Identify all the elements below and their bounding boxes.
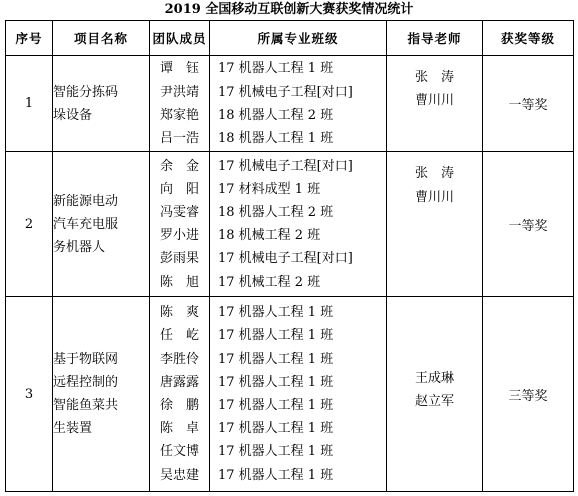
cell-classes	[210, 152, 387, 297]
member-name: 陈 旭	[159, 274, 199, 290]
header-index: 序号	[6, 21, 53, 56]
advisor-name: 曹川川	[414, 189, 454, 205]
member-name: 徐 鹏	[159, 398, 199, 414]
member-name: 冯雯睿	[159, 205, 199, 221]
member-name: 郑家艳	[159, 107, 199, 123]
class-name: 18 机器人工程 2 班	[218, 205, 334, 221]
page-title: 2019 全国移动互联创新大赛获奖情况统计	[164, 2, 414, 17]
member-name: 李胜伶	[159, 351, 199, 367]
advisor-name: 赵立军	[414, 394, 454, 410]
table-row	[6, 152, 574, 297]
member-name: 余 金	[159, 158, 199, 174]
cell-members	[150, 297, 210, 492]
class-name: 18 机器人工程 1 班	[218, 130, 334, 146]
class-name: 17 机器人工程 1 班	[218, 328, 334, 344]
member-name: 任文博	[159, 444, 199, 460]
cell-index: 1	[6, 56, 53, 152]
cell-index: 2	[6, 152, 53, 297]
header-class: 所属专业班级	[210, 21, 387, 56]
class-name: 17 机器人工程 1 班	[218, 61, 334, 77]
award-table	[5, 20, 574, 492]
member-name: 尹洪靖	[159, 84, 199, 100]
class-name: 17 机械电子工程[对口]	[218, 251, 353, 267]
member-name: 向 阳	[159, 181, 199, 197]
member-name: 陈 卓	[159, 421, 199, 437]
table-header-row	[6, 21, 574, 56]
class-name: 18 机械工程 2 班	[218, 228, 321, 244]
table-row	[6, 297, 574, 492]
table-row	[6, 56, 574, 152]
cell-project: 智能分拣码垛设备	[53, 56, 150, 152]
class-name: 17 机器人工程 1 班	[218, 444, 334, 460]
member-name: 任 屹	[159, 328, 199, 344]
advisor-name: 张 涛	[414, 166, 454, 182]
cell-award: 三等奖	[483, 297, 574, 492]
class-name: 17 机器人工程 1 班	[218, 398, 334, 414]
class-name: 17 机器人工程 1 班	[218, 374, 334, 390]
advisor-name: 曹川川	[414, 93, 454, 109]
class-name: 17 机械电子工程[对口]	[218, 84, 353, 100]
class-name: 17 材料成型 1 班	[218, 181, 321, 197]
class-name: 17 机器人工程 1 班	[218, 467, 334, 483]
cell-advisors	[387, 152, 483, 297]
cell-members	[150, 56, 210, 152]
header-award: 获奖等级	[483, 21, 574, 56]
cell-advisors	[387, 56, 483, 152]
member-name: 彭雨果	[159, 251, 199, 267]
header-members: 团队成员	[150, 21, 210, 56]
class-name: 17 机器人工程 1 班	[218, 421, 334, 437]
advisor-name: 张 涛	[414, 70, 454, 85]
advisor-name: 王成琳	[414, 371, 454, 387]
cell-project: 基于物联网远程控制的智能鱼菜共生装置	[53, 297, 150, 492]
member-name: 吕一浩	[159, 130, 199, 146]
class-name: 17 机器人工程 1 班	[218, 305, 334, 321]
class-name: 17 机械工程 2 班	[218, 274, 321, 290]
cell-members	[150, 152, 210, 297]
member-name: 唐露露	[159, 374, 199, 390]
header-advisor: 指导老师	[387, 21, 483, 56]
class-name: 18 机器人工程 2 班	[218, 107, 334, 123]
cell-advisors	[387, 297, 483, 492]
cell-award: 一等奖	[483, 56, 574, 152]
header-project: 项目名称	[53, 21, 150, 56]
member-name: 陈 爽	[159, 305, 199, 321]
cell-index: 3	[6, 297, 53, 492]
cell-award: 一等奖	[483, 152, 574, 297]
cell-project: 新能源电动汽车充电服务机器人	[53, 152, 150, 297]
cell-classes	[210, 56, 387, 152]
cell-classes	[210, 297, 387, 492]
member-name: 谭 钰	[159, 61, 199, 77]
class-name: 17 机器人工程 1 班	[218, 351, 334, 367]
member-name: 罗小进	[159, 228, 199, 244]
member-name: 吴忠建	[159, 467, 199, 483]
class-name: 17 机械电子工程[对口]	[218, 158, 353, 174]
